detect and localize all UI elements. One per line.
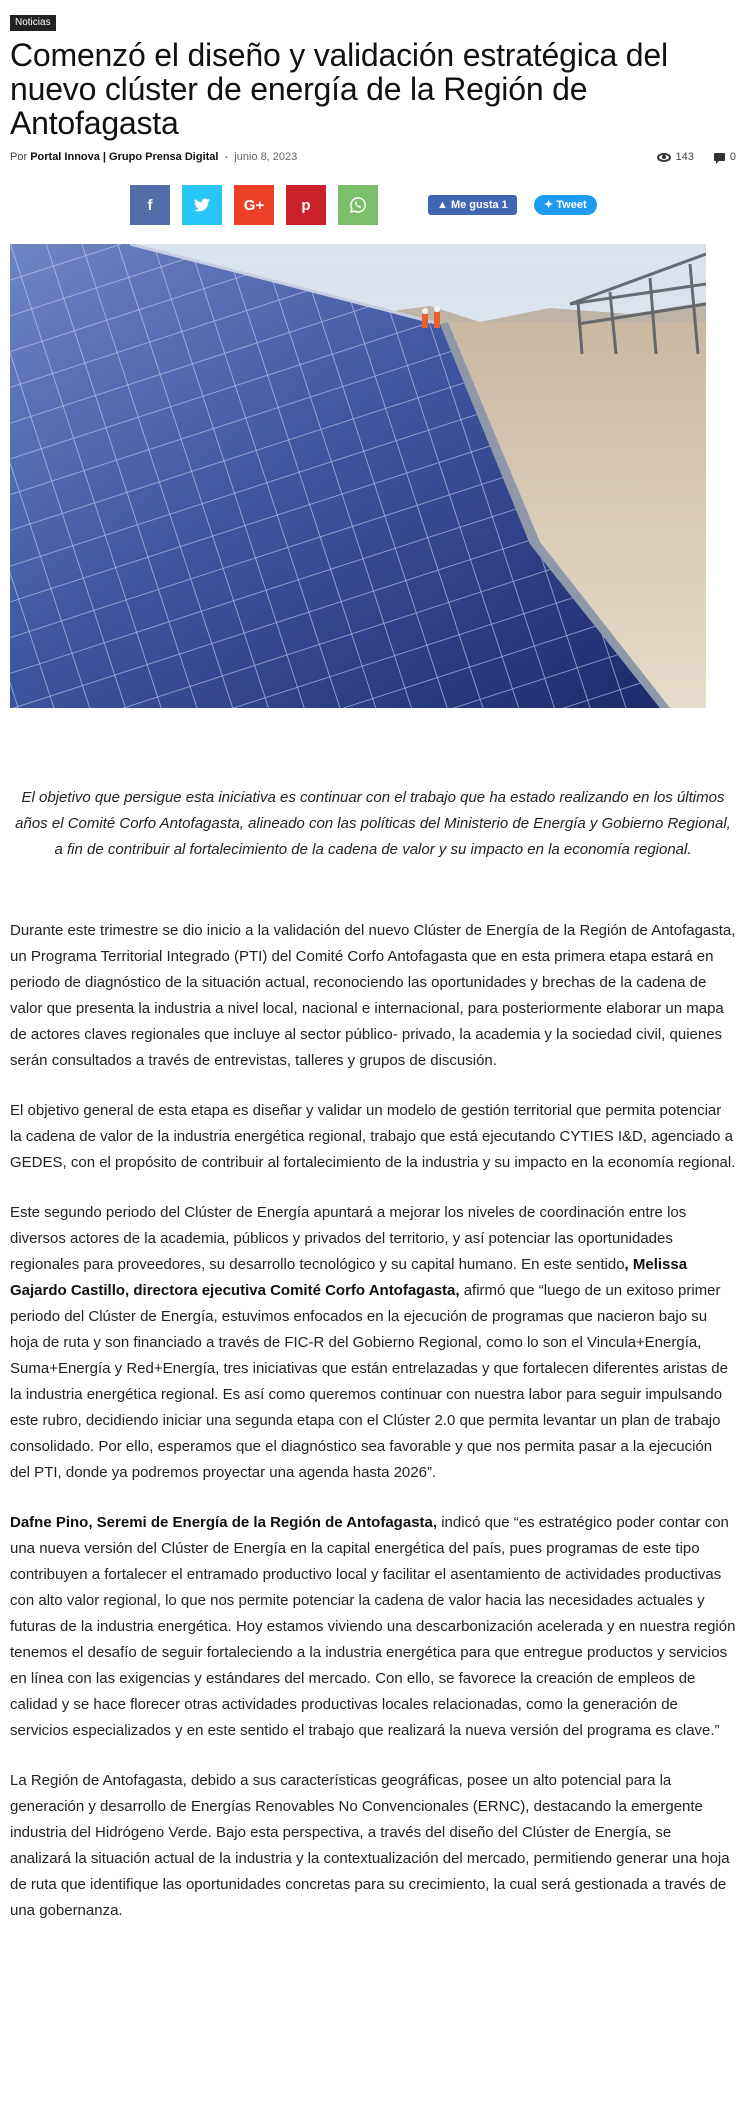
article-lead: El objetivo que persigue esta iniciativa es continuar con el trabajo que ha estado realizando en los últimos años el Comité Corfo Antofagasta, alineado con las políticas del Ministerio de Energía y Gobierno Regional, a fin de contribuir al fortalecimiento de la cadena de valor y su impacto en la economía regional. bbox=[15, 789, 731, 858]
paragraph-2: El objetivo general de esta etapa es diseñar y validar un modelo de gestión territorial que permita potenciar la cadena de valor de la industria energética regional, trabajo que está ejecutando CYTIES I&D, agenciado a GEDES, con el propósito de contribuir al fortalecimiento de la industria y su impacto en la economía regional. bbox=[10, 1102, 736, 1171]
paragraph-3-start: Este segundo periodo del Clúster de Energía apuntará a mejorar los niveles de coordinación entre los diversos actores de la academia, públicos y privados del territorio, y así potenciar las oportunidades regionales para proveedores, su desarrollo tecnológico y su capital humano. En este sentido bbox=[10, 1204, 687, 1273]
tweet-label: Tweet bbox=[556, 199, 587, 211]
share-bar bbox=[130, 185, 587, 225]
article-meta bbox=[10, 151, 736, 167]
facebook-share-button[interactable] bbox=[130, 185, 170, 225]
comment-icon bbox=[714, 153, 725, 161]
comments-stat[interactable] bbox=[714, 151, 736, 163]
paragraph-4-end: indicó que “es estratégico poder contar con una nueva versión del Clúster de Energía en la capital energética del país, pues programas de este tipo contribuyen a fortalecer el entramado productivo local y facilitar el asentamiento de actividades productivas con alto valor regional, lo que nos permite potenciar la cadena de valor hacia las necesidades actuales y futuras de la industria energética. Hoy estamos viviendo una descarbonización acelerada y en nuestra región tenemos el desafío de seguir fortaleciendo a la industria energética para que entregue productos y servicios en línea con las exigencias y estándares del mercado. Con ello, se favorece la creación de empleos de calidad y se hace florecer otras actividades productivas locales relacionadas, como la generación de servicios especializados y en este sentido el trabajo que realizará la nueva versión del programa es clave.” bbox=[10, 1514, 736, 1739]
facebook-like-button[interactable] bbox=[428, 195, 517, 215]
paragraph-1: Durante este trimestre se dio inicio a la validación del nuevo Clúster de Energía de la Región de Antofagasta, un Programa Territorial Integrado (PTI) del Comité Corfo Antofagasta que en esta primera etapa estará en periodo de diagnóstico de la situación actual, reconociendo las oportunidades y brechas de la cadena de valor que presenta la industria a nivel local, nacional e internacional, para posteriormente elaborar un mapa de actores claves regionales que incluye al sector público- privado, la academia y la sociedad civil, quienes serán consultados a través de entrevistas, talleres y grupos de discusión. bbox=[10, 922, 736, 1069]
paragraph-4-highlight: Dafne Pino, Seremi de Energía de la Región de Antofagasta, bbox=[10, 1514, 438, 1531]
facebook-icon: f bbox=[147, 196, 153, 214]
paragraph-4 bbox=[10, 1510, 736, 1744]
article-stats bbox=[657, 151, 736, 163]
hero-image bbox=[10, 244, 706, 708]
twitter-share-button[interactable] bbox=[182, 185, 222, 225]
solar-panels-photo bbox=[10, 244, 706, 708]
paragraph-3-highlight: , Melissa Gajardo Castillo, directora ejecutiva Comité Corfo Antofagasta, bbox=[10, 1256, 688, 1299]
whatsapp-icon bbox=[349, 196, 367, 214]
paragraph-3 bbox=[10, 1200, 736, 1486]
twitter-icon bbox=[194, 198, 210, 212]
publish-date: junio 8, 2023 bbox=[234, 151, 298, 163]
thumb-up-icon: ▲ bbox=[437, 199, 448, 211]
paragraph-5: La Región de Antofagasta, debido a sus características geográficas, posee un alto potencial para la generación y desarrollo de Energías Renovables No Convencionales (ERNC), destacando la emergente industria del Hidrógeno Verde. Bajo esta perspectiva, a través del diseño del Clúster de Energía, se analizará la situación actual de la industria y la contextualización del mercado, permitiendo generar una hoja de ruta que identifique las oportunidades concretas para su crecimiento, la cual será gestionada a través de una gobernanza. bbox=[10, 1772, 730, 1919]
paragraph-3-end: afirmó que “luego de un exitoso primer periodo del Clúster de Energía, estuvimos enfocados en la ejecución de programas que nacieron bajo su hoja de ruta y son financiado a través de FIC-R del Gobierno Regional, como lo son el Vincula+Energía, Suma+Energía y Red+Energía, tres iniciativas que están entrelazadas y que fortalecen diferentes aristas de la industria energética regional. Es así como queremos continuar con nuestra labor para seguir impulsando este rubro, decidiendo iniciar una segunda etapa con el Clúster 2.0 que permita levantar un plan de trabajo consolidado. Por ello, esperamos que el diagnóstico sea favorable y que nos permita pasar a la ejecución del PTI, donde ya podremos proyectar una agenda hasta 2026”. bbox=[10, 1282, 728, 1481]
tweet-bird-icon: ✦ bbox=[544, 199, 554, 211]
article-header bbox=[10, 10, 736, 167]
views-stat bbox=[657, 151, 694, 163]
views-count: 143 bbox=[675, 151, 694, 163]
article-body bbox=[10, 918, 736, 1948]
googleplus-icon: G+ bbox=[243, 196, 265, 214]
article-title: Comenzó el diseño y validación estratégica del nuevo clúster de energía de la Región de Antofagasta bbox=[10, 37, 668, 141]
like-label: Me gusta 1 bbox=[450, 199, 508, 211]
comments-count: 0 bbox=[729, 151, 736, 163]
meta-separator: - bbox=[224, 151, 229, 163]
author-link[interactable]: Portal Innova | Grupo Prensa Digital bbox=[30, 151, 219, 163]
googleplus-share-button[interactable] bbox=[234, 185, 274, 225]
category-tag[interactable]: Noticias bbox=[10, 15, 56, 31]
pinterest-icon: p bbox=[301, 196, 311, 214]
eye-icon bbox=[657, 153, 671, 162]
tweet-button[interactable] bbox=[534, 195, 597, 215]
whatsapp-share-button[interactable] bbox=[338, 185, 378, 225]
by-label: Por bbox=[10, 151, 28, 163]
pinterest-share-button[interactable] bbox=[286, 185, 326, 225]
